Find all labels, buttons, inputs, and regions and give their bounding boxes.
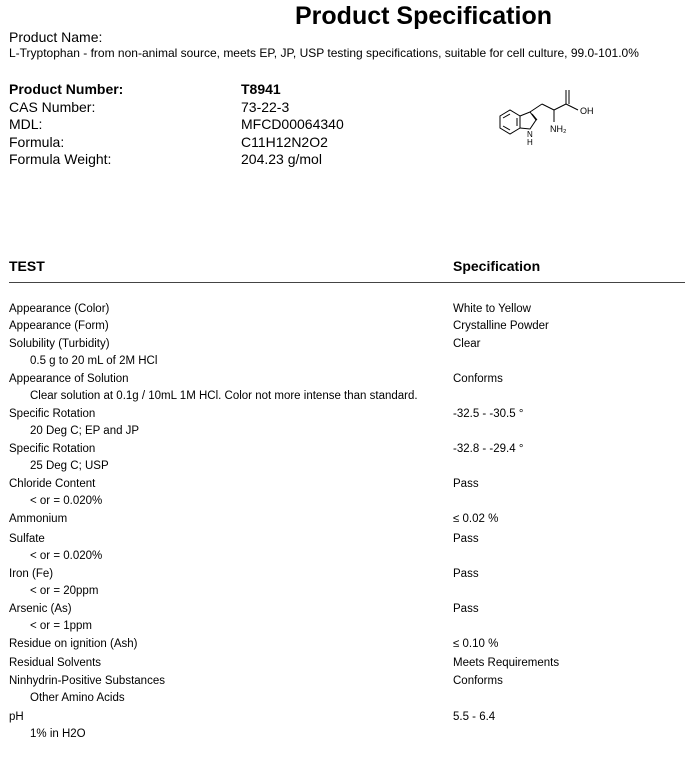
- test-name: Chloride Content: [9, 478, 96, 490]
- test-name: Residual Solvents: [9, 657, 102, 669]
- test-spec: Pass: [453, 568, 479, 580]
- test-condition: < or = 0.020%: [30, 550, 103, 562]
- test-spec: Meets Requirements: [453, 657, 560, 669]
- page-title: Product Specification: [295, 2, 552, 30]
- cas-number-label: CAS Number:: [9, 99, 96, 115]
- test-name: Specific Rotation: [9, 408, 96, 420]
- test-spec: Conforms: [453, 373, 503, 385]
- test-name: Specific Rotation: [9, 443, 96, 455]
- cas-number-value: 73-22-3: [241, 99, 290, 115]
- test-spec: ≤ 0.02 %: [453, 513, 499, 525]
- oh-label: OH: [580, 106, 594, 116]
- test-condition: Clear solution at 0.1g / 10mL 1M HCl. Color not more intense than standard.: [30, 390, 418, 402]
- test-name: Iron (Fe): [9, 568, 54, 580]
- test-name: Solubility (Turbidity): [9, 338, 110, 350]
- test-name: Ninhydrin-Positive Substances: [9, 675, 165, 687]
- table-header-spec: Specification: [453, 258, 541, 274]
- test-spec: -32.5 - -30.5 °: [453, 408, 524, 420]
- test-spec: Crystalline Powder: [453, 320, 549, 332]
- nh-h-label: H: [527, 138, 533, 147]
- test-condition: < or = 0.020%: [30, 495, 103, 507]
- test-condition: < or = 1ppm: [30, 620, 93, 632]
- mdl-label: MDL:: [9, 116, 43, 132]
- test-name: Ammonium: [9, 513, 68, 525]
- product-name: L-Tryptophan - from non-animal source, meets EP, JP, USP testing specifications, suitable for cell culture, 99.0-101.0%: [9, 46, 639, 60]
- product-number-label: Product Number:: [9, 81, 124, 97]
- test-spec: White to Yellow: [453, 303, 531, 315]
- test-condition: 25 Deg C; USP: [30, 460, 109, 472]
- nh-n-label: N: [527, 130, 533, 139]
- test-name: Appearance of Solution: [9, 373, 129, 385]
- test-spec: 5.5 - 6.4: [453, 711, 496, 723]
- test-condition: 0.5 g to 20 mL of 2M HCl: [30, 355, 158, 367]
- product-number-value: T8941: [241, 81, 281, 97]
- formula-weight-label: Formula Weight:: [9, 151, 112, 167]
- formula-value: C11H12N2O2: [241, 134, 328, 150]
- test-name: pH: [9, 711, 24, 723]
- test-condition: 20 Deg C; EP and JP: [30, 425, 140, 437]
- test-spec: ≤ 0.10 %: [453, 638, 499, 650]
- test-spec: Pass: [453, 533, 479, 545]
- test-condition: 1% in H2O: [30, 728, 86, 740]
- test-spec: Conforms: [453, 675, 503, 687]
- test-name: Appearance (Form): [9, 320, 109, 332]
- header-divider: [9, 282, 685, 283]
- test-condition: Other Amino Acids: [30, 692, 125, 704]
- test-spec: -32.8 - -29.4 °: [453, 443, 524, 455]
- table-header-test: TEST: [9, 258, 45, 274]
- test-name: Residue on ignition (Ash): [9, 638, 138, 650]
- test-name: Sulfate: [9, 533, 45, 545]
- test-condition: < or = 20ppm: [30, 585, 99, 597]
- test-spec: Pass: [453, 603, 479, 615]
- mdl-value: MFCD00064340: [241, 116, 344, 132]
- test-spec: Pass: [453, 478, 479, 490]
- test-spec: Clear: [453, 338, 481, 350]
- formula-label: Formula:: [9, 134, 65, 150]
- test-name: Arsenic (As): [9, 603, 72, 615]
- nh2-label: NH₂: [550, 124, 567, 134]
- formula-weight-value: 204.23 g/mol: [241, 151, 322, 167]
- molecular-structure: [490, 82, 610, 152]
- product-name-label: Product Name:: [9, 29, 103, 45]
- test-name: Appearance (Color): [9, 303, 110, 315]
